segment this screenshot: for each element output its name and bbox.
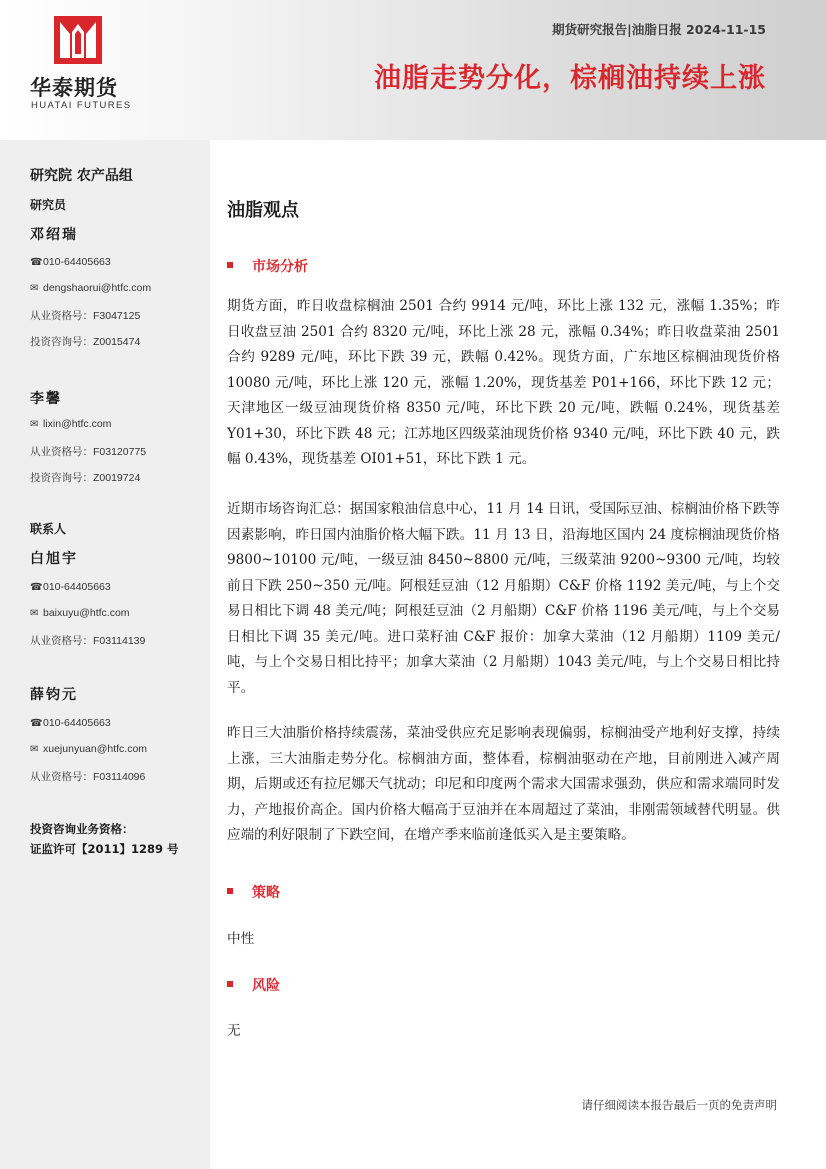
report-header <box>0 0 826 140</box>
market-paragraph-futures: 期货方面，昨日收盘棕榈油 2501 合约 9914 元/吨，环比上涨 132 元，涨幅 1.35%；昨日收盘豆油 2501 合约 8320 元/吨，环比上涨 28 元，涨幅 0.34%；昨日收盘菜油 2501 合约 9289 元/吨，环比下跌 39 元，跌幅 0.42%。现货方面，广东地区棕榈油现货价格 10080 元/吨，环比上涨 120 元，涨幅 1.20%，现货基差 P01+166，环比下跌 12 元；天津地区一级豆油现货价格 8350 元/吨，环比下跌 20 元/吨，跌幅 0.24%，现货基差 Y01+30，环比下跌 48 元；江苏地区四级菜油现货价格 9340 元/吨，环比下跌 40 元，跌幅 0.43%，现货基差 OI01+51，环比下跌 1 元。 <box>227 298 780 467</box>
license-title: 投资咨询业务资格： <box>30 822 134 836</box>
risk-header: 风险 <box>227 975 280 995</box>
market-paragraph-news: 近期市场咨询汇总：据国家粮油信息中心，11 月 14 日讯，受国际豆油、棕榈油价格下跌等因素影响，昨日国内油脂价格大幅下跌。11 月 13 日，沿海地区国内 24 度棕榈油现货价格 9800~10100 元/吨，一级豆油 8450~8800 元/吨，三级菜油 9200~9300 元/吨，均较前日下跌 250~350 元/吨。阿根廷豆油（12 月船期）C&F 价格 1192 美元/吨，与上个交易日相比下调 48 美元/吨；阿根廷豆油（2 月船期）C&F 价格 1196 美元/吨，与上个交易日相比下调 35 美元/吨。进口菜籽油 C&F 报价：加拿大菜油（12 月船期）1109 美元/吨，与上个交易日相比持平；加拿大菜油（2 月船期）1043 美元/吨，与上个交易日相比持平。 <box>227 501 780 696</box>
contact-qualification: 从业资格号：F03114096 <box>30 771 146 783</box>
researcher-consult-id: 投资咨询号：Z0015474 <box>30 336 141 348</box>
footer-disclaimer: 请仔细阅读本报告最后一页的免责声明 <box>581 1098 777 1112</box>
red-square-bullet-icon <box>227 262 233 268</box>
contact-email[interactable]: ✉ baixuyu@htfc.com <box>30 607 130 619</box>
researcher-label: 研究员 <box>30 198 67 212</box>
logo-english-name: HUATAI FUTURES <box>31 100 132 111</box>
contact-name: 白旭宇 <box>30 551 78 567</box>
contact-phone: ☎010-64405663 <box>30 581 111 593</box>
phone-icon: ☎ <box>30 582 43 593</box>
researcher-consult-id: 投资咨询号：Z0019724 <box>30 472 141 484</box>
market-analysis-header: 市场分析 <box>227 256 308 276</box>
researcher-phone: ☎010-64405663 <box>30 256 111 268</box>
risk-text: 无 <box>227 1023 241 1039</box>
researcher-qualification: 从业资格号：F3047125 <box>30 310 141 322</box>
red-square-bullet-icon <box>227 981 233 987</box>
researcher-email[interactable]: ✉ lixin@htfc.com <box>30 418 112 430</box>
contact-qualification: 从业资格号：F03114139 <box>30 635 146 647</box>
huatai-logo-icon <box>54 16 102 64</box>
contact-phone: ☎010-64405663 <box>30 717 111 729</box>
strategy-text: 中性 <box>227 931 255 947</box>
red-square-bullet-icon <box>227 888 233 894</box>
researcher-name: 邓绍瑞 <box>30 227 78 243</box>
report-meta: 期货研究报告|油脂日报 2024-11-15 <box>552 22 766 37</box>
company-logo <box>30 16 140 116</box>
phone-icon: ☎ <box>30 257 43 268</box>
email-icon: ✉ <box>30 608 39 619</box>
strategy-header: 策略 <box>227 882 280 902</box>
email-icon: ✉ <box>30 744 39 755</box>
license-number: 证监许可【2011】1289 号 <box>30 842 179 856</box>
market-paragraph-outlook: 昨日三大油脂价格持续震荡，菜油受供应充足影响表现偏弱，棕榈油受产地利好支撑，持续上涨，三大油脂走势分化。棕榈油方面，整体看，棕榈油驱动在产地，目前刚进入减产周期，后期或还有拉尼娜天气扰动；印尼和印度两个需求大国需求强劲，供应和需求端同时发力，产地报价高企。国内价格大幅高于豆油并在本周超过了菜油，非刚需领域替代明显。供应端的利好限制了下跌空间，在增产季来临前逢低买入是主要策略。 <box>227 725 780 843</box>
researcher-name: 李馨 <box>30 391 62 407</box>
contact-label: 联系人 <box>30 522 67 536</box>
department: 研究院 农产品组 <box>30 168 133 184</box>
email-icon: ✉ <box>30 283 39 294</box>
contact-email[interactable]: ✉ xuejunyuan@htfc.com <box>30 743 148 755</box>
report-title: 油脂走势分化，棕榈油持续上涨 <box>374 63 766 94</box>
researcher-qualification: 从业资格号：F03120775 <box>30 446 147 458</box>
section-heading: 油脂观点 <box>227 200 299 221</box>
email-icon: ✉ <box>30 419 39 430</box>
contact-name: 薛钧元 <box>30 687 78 703</box>
phone-icon: ☎ <box>30 718 43 729</box>
author-sidebar <box>0 140 210 1169</box>
researcher-email[interactable]: ✉ dengshaorui@htfc.com <box>30 282 152 294</box>
logo-chinese-name: 华泰期货 <box>30 76 118 100</box>
